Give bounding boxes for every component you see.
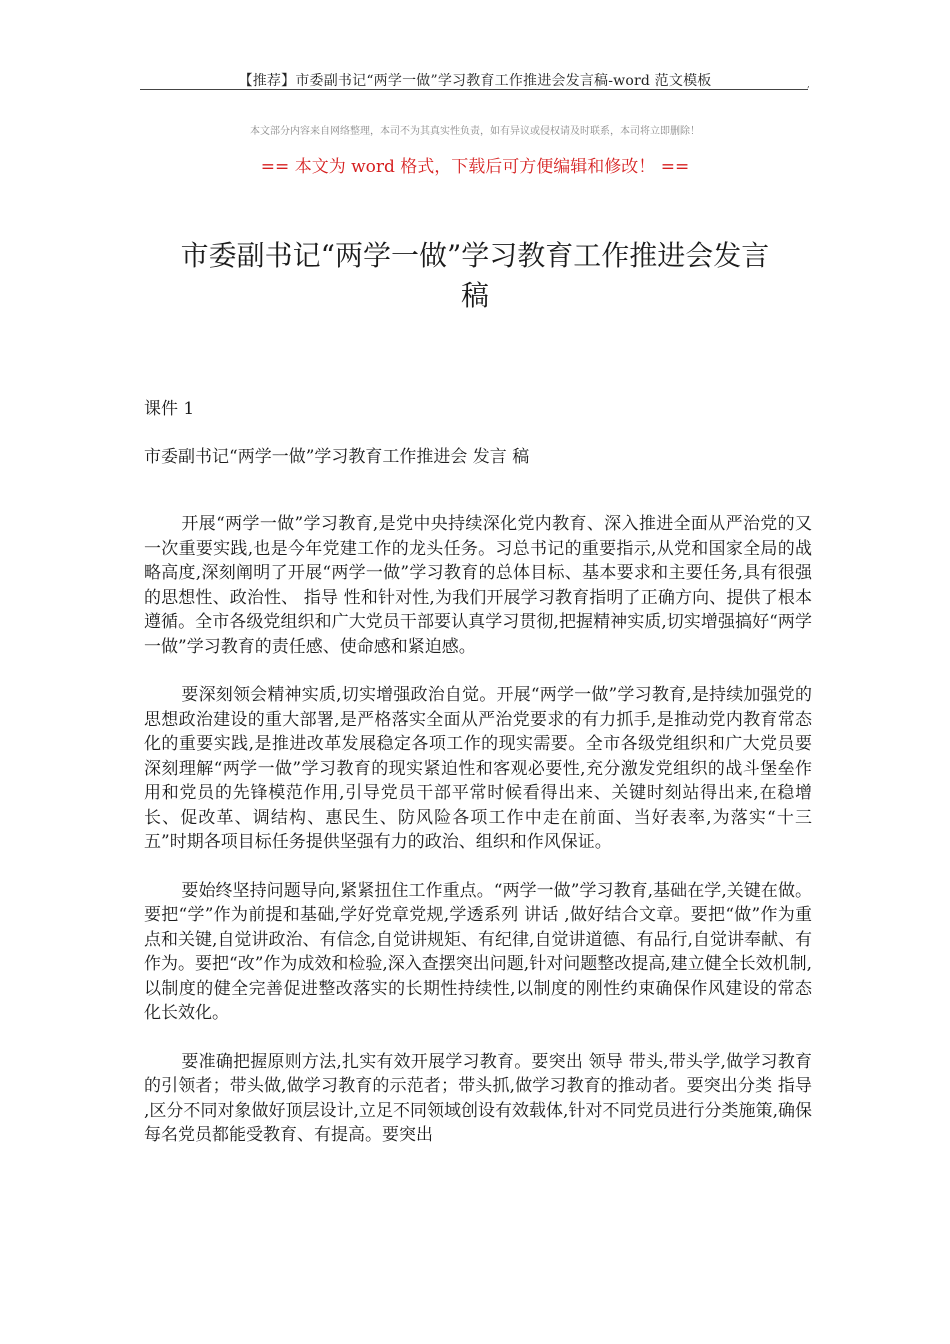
body-text bbox=[144, 512, 812, 1172]
disclaimer-text: 本文部分内容来自网络整理，本司不为其真实性负责，如有异议或侵权请及时联系，本司将立即删除！ bbox=[250, 126, 700, 137]
paragraph: 要深刻领会精神实质,切实增强政治自觉。开展“两学一做”学习教育,是持续加强党的思想政治建设的重大部署,是严格落实全面从严治党要求的有力抓手,是推动党内教育常态化的重要实践,是推进改革发展稳定各项工作的现实需要。全市各级党组织和广大党员要深刻理解“两学一做”学习教育的现实紧迫性和客观必要性,充分激发党组织的战斗堡垒作用和党员的先锋模范作用,引导党员干部平常时候看得出来、关键时刻站得出来,在稳增长、促改革、调结构、惠民生、防风险各项工作中走在前面、当好表率,为落实“十三五”时期各项目标任务提供坚强有力的政治、组织和作风保证。 bbox=[144, 685, 812, 852]
document-subtitle: 市委副书记“两学一做”学习教育工作推进会 发言 稿 bbox=[144, 447, 530, 467]
word-format-notice: == 本文为 word 格式，下载后可方便编辑和修改！ == bbox=[260, 157, 690, 177]
header-title: 【推荐】市委副书记“两学一做”学习教育工作推进会发言稿-word 范文模板 bbox=[238, 73, 712, 89]
document-title bbox=[140, 236, 810, 316]
course-label: 课件 1 bbox=[144, 399, 195, 419]
paragraph: 要始终坚持问题导向,紧紧扭住工作重点。“两学一做”学习教育,基础在学,关键在做。要把“学”作为前提和基础,学好党章党规,学透系列 讲话 ,做好结合文章。要把“做”作为重点和关键,自觉讲政治、有信念,自觉讲规矩、有纪律,自觉讲道德、有品行,自觉讲奉献、有作为。要把“改”作为成效和检验,深入查摆突出问题,针对问题整改提高,建立健全长效机制,以制度的健全完善促进整改落实的长期性持续性,以制度的刚性约束确保作风建设的常态化长效化。 bbox=[144, 880, 812, 1023]
paragraph: 要准确把握原则方法,扎实有效开展学习教育。要突出 领导 带头,带头学,做学习教育的引领者；带头做,做学习教育的示范者；带头抓,做学习教育的推动者。要突出分类 指导 ,区分不同对象做好顶层设计,立足不同领域创设有效载体,针对不同党员进行分类施策,确保每名党员都能受教育、有提高。要突出 bbox=[144, 1051, 812, 1145]
header-divider bbox=[140, 89, 808, 90]
document-title-line-1: 市委副书记“两学一做”学习教育工作推进会发言 bbox=[180, 239, 770, 272]
header-mark: , bbox=[807, 80, 810, 90]
document-title-line-2: 稿 bbox=[460, 279, 489, 312]
paragraph: 开展“两学一做”学习教育,是党中央持续深化党内教育、深入推进全面从严治党的又一次重要实践,也是今年党建工作的龙头任务。习总书记的重要指示,从党和国家全局的战略高度,深刻阐明了开展“两学一做”学习教育的总体目标、基本要求和主要任务,具有很强的思想性、政治性、 指导 性和针对性,为我们开展学习教育指明了正确方向、提供了根本遵循。全市各级党组织和广大党员干部要认真学习贯彻,把握精神实质,切实增强搞好“两学一做”学习教育的责任感、使命感和紧迫感。 bbox=[144, 514, 812, 657]
